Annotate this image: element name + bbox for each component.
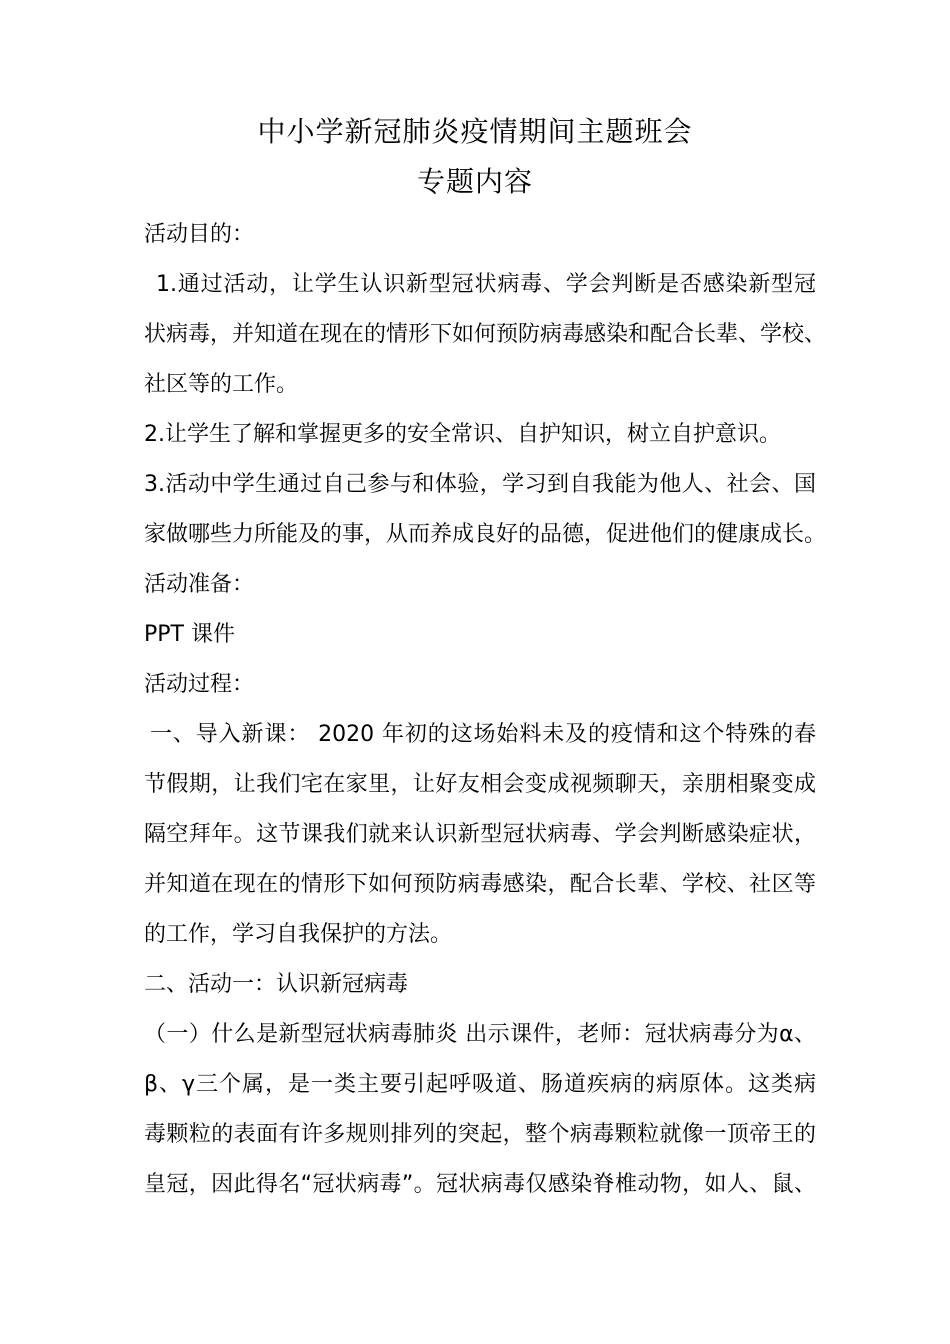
section-heading-preparation: 活动准备： [144,572,255,597]
paragraph-line: 家做哪些力所能及的事，从而养成良好的品德，促进他们的健康成长。 [144,522,827,547]
paragraph-line: 一、导入新课： 2020 年初的这场始料未及的疫情和这个特殊的春 [150,722,816,747]
paragraph-line: 隔空拜年。这节课我们就来认识新型冠状病毒、学会判断感染症状， [144,822,816,847]
paragraph-line: （一）什么是新型冠状病毒肺炎 出示课件，老师：冠状病毒分为α、 [144,1022,816,1047]
document-title: 中小学新冠肺炎疫情期间主题班会 [257,115,693,148]
paragraph-line: β、γ三个属，是一类主要引起呼吸道、肠道疾病的病原体。这类病 [144,1072,816,1097]
section-heading-activity-one: 二、活动一：认识新冠病毒 [144,972,409,997]
paragraph-line: 皇冠，因此得名“冠状病毒”。冠状病毒仅感染脊椎动物，如人、鼠、 [144,1172,816,1197]
paragraph-line: 1.通过活动，让学生认识新型冠状病毒、学会判断是否感染新型冠 [156,272,816,297]
section-heading-purpose: 活动目的： [144,222,255,247]
paragraph-line: 状病毒，并知道在现在的情形下如何预防病毒感染和配合长辈、学校、 [144,322,827,347]
paragraph-line: 的工作，学习自我保护的方法。 [144,922,453,947]
section-heading-process: 活动过程： [144,672,255,697]
paragraph-line: 3.活动中学生通过自己参与和体验，学习到自我能为他人、社会、国 [144,472,816,497]
paragraph-line: 社区等的工作。 [144,372,299,397]
paragraph-line: 毒颗粒的表面有许多规则排列的突起，整个病毒颗粒就像一顶帝王的 [144,1122,816,1147]
paragraph-line: 节假期，让我们宅在家里，让好友相会变成视频聊天，亲朋相聚变成 [144,772,816,797]
paragraph-line: PPT 课件 [144,622,235,647]
paragraph-line: 并知道在现在的情形下如何预防病毒感染，配合长辈、学校、社区等 [144,872,816,897]
paragraph-line: 2.让学生了解和掌握更多的安全常识、自护知识，树立自护意识。 [144,422,781,447]
document-subtitle: 专题内容 [416,165,533,198]
